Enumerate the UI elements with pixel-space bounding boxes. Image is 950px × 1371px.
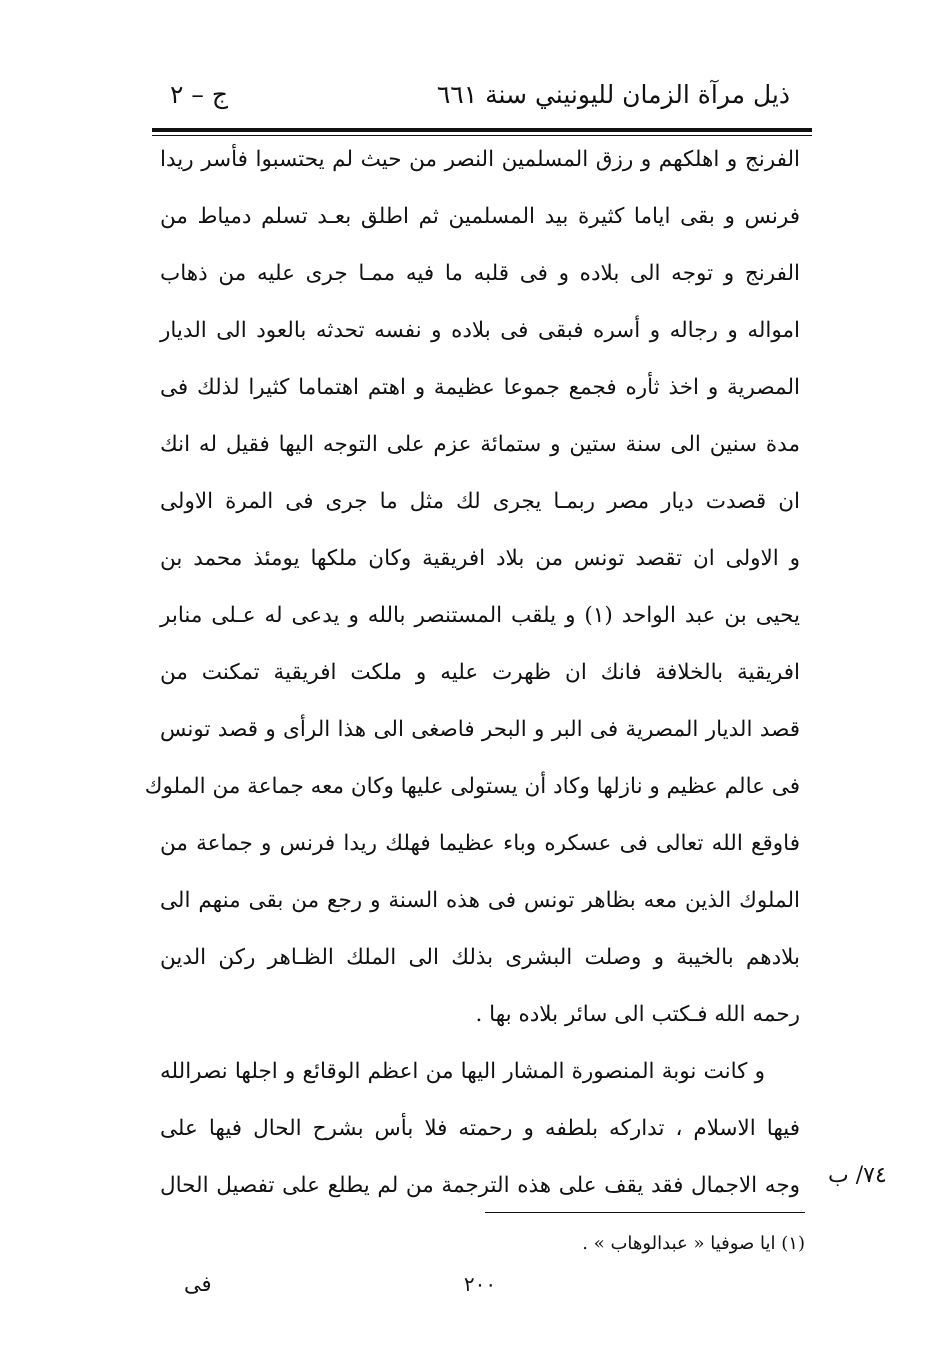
text-line: وجه الاجمال فقد يقف على هذه الترجمة من لم يطلع على تفصيل الحال	[160, 1173, 800, 1198]
text-line: قصد الديار المصرية فى البر و البحر فاصغى الى هذا الرأى و قصد تونس	[160, 717, 800, 742]
text-line: الفرنج و توجه الى بلاده و فى قلبه ما فيه ممـا جرى عليه من ذهاب	[160, 261, 800, 286]
book-title: ذيل مرآة الزمان لليونيني سنة ٦٦١	[436, 80, 790, 109]
volume-number: ج – ٢	[170, 80, 228, 109]
text-line: امواله و رجاله و أسره فبقى فى بلاده و نفسه تحدثه بالعود الى الديار	[160, 318, 800, 343]
folio-margin-note: ٧٤/ ب	[828, 1163, 887, 1188]
header-rule-thick	[152, 128, 812, 132]
text-line: فى عالم عظيم و نازلها وكاد أن يستولى عليها وكان معه جماعة من الملوك	[144, 774, 800, 799]
text-line: و الاولى ان تقصد تونس من بلاد افريقية وكان ملكها يومئذ محمد بن	[160, 546, 800, 571]
page-number: ٢٠٠	[463, 1272, 497, 1296]
paragraph-start-line: و كانت نوبة المنصورة المشار اليها من اعظم الوقائع و اجلها نصرالله	[160, 1059, 765, 1084]
text-line: الفرنج و اهلكهم و رزق المسلمين النصر من حيث لم يحتسبوا فأسر ريدا	[160, 147, 800, 172]
text-line: فاوقع الله تعالى فى عسكره وباء عظيما فهلك ريدا فرنس و جماعة من	[160, 831, 800, 856]
text-line: رحمه الله فـكتب الى سائر بلاده بها .	[475, 1002, 800, 1027]
header-rule-thin	[152, 135, 812, 136]
text-line: ان قصدت ديار مصر ربمـا يجرى لك مثل ما جرى فى المرة الاولى	[160, 489, 800, 514]
text-line: بلادهم بالخيبة و وصلت البشرى بذلك الى الملك الظـاهر ركن الدين	[160, 945, 800, 970]
text-line: فرنس و بقى اياما كثيرة بيد المسلمين ثم اطلق بعـد تسلم دمياط من	[160, 204, 800, 229]
footnote-rule	[485, 1212, 805, 1213]
text-line: مدة سنين الى سنة ستين و ستمائة عزم على التوجه اليها فقيل له انك	[160, 432, 800, 457]
text-line: المصرية و اخذ ثأره فجمع جموعا عظيمة و اهتم اهتماما كثيرا لذلك فى	[160, 375, 800, 400]
text-line: الملوك الذين معه بظاهر تونس فى هذه السنة و رجع من بقى منهم الى	[160, 888, 800, 913]
running-header	[160, 72, 810, 122]
text-line: فيها الاسلام ، تداركه بلطفه و رحمته فلا بأس بشرح الحال فيها على	[160, 1116, 800, 1141]
text-line: افريقية بالخلافة فانك ان ظهرت عليه و ملكت افريقية تمكنت من	[160, 660, 800, 685]
footnote: (١) ايا صوفيا « عبدالوهاب » .	[582, 1233, 805, 1254]
catchword: فى	[184, 1272, 212, 1296]
text-line: يحيى بن عبد الواحد (١) و يلقب المستنصر بالله و يدعى له عـلى منابر	[160, 603, 800, 628]
